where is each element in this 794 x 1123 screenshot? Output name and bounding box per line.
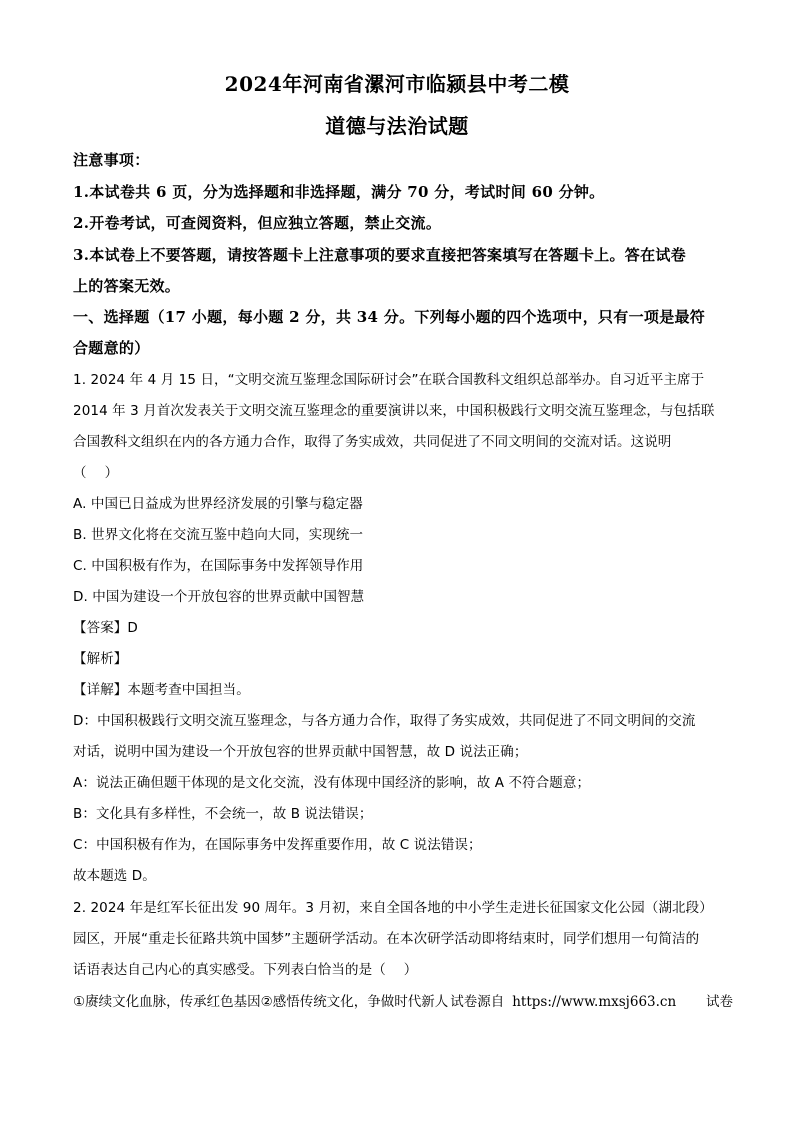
detail-tag: 【详解】 xyxy=(73,682,128,698)
q1-detail-line-3: 对话，说明中国为建设一个开放包容的世界贡献中国智慧，故 D 说法正确； xyxy=(73,744,528,760)
q1-detail-line-1 xyxy=(73,680,723,700)
exam-title: 2024年河南省漯河市临颍县中考二模 xyxy=(224,72,570,96)
q1-option-a: A. 中国已日益成为世界经济发展的引擎与稳定器 xyxy=(73,496,363,512)
q2-stem-line-3: 话语表达自己内心的真实感受。下列表白恰当的是（ ） xyxy=(73,962,418,978)
q2-options-row xyxy=(73,992,733,1012)
q2-stem-line-2: 园区，开展“重走长征路共筑中国梦”主题研学活动。在本次研学活动即将结束时，同学们想用一句简洁的 xyxy=(73,931,700,947)
q1-option-d: D. 中国为建设一个开放包容的世界贡献中国智慧 xyxy=(73,589,365,605)
q2-options-partial: ①赓续文化血脉，传承红色基因②感悟传统文化，争做时代新人 xyxy=(73,994,449,1010)
q1-analysis-tag: 【解析】 xyxy=(73,651,128,667)
exam-subtitle: 道德与法治试题 xyxy=(325,114,469,138)
notice-heading: 注意事项： xyxy=(73,151,150,169)
q1-detail-line-2: D：中国积极践行文明交流互鉴理念，与各方通力合作，取得了务实成效，共同促进了不同文明间的交流 xyxy=(73,713,696,729)
watermark-source: 试卷源自 xyxy=(450,994,505,1010)
q1-detail-line-4: A：说法正确但题干体现的是文化交流，没有体现中国经济的影响，故 A 不符合题意； xyxy=(73,775,591,791)
q1-detail-text: 本题考查中国担当。 xyxy=(127,682,250,698)
q1-option-b: B. 世界文化将在交流互鉴中趋向大同，实现统一 xyxy=(73,527,364,543)
q1-answer-line xyxy=(73,618,723,638)
notice-item-1: 1.本试卷共 6 页，分为选择题和非选择题，满分 70 分，考试时间 60 分钟。 xyxy=(73,183,605,201)
q1-detail-line-6: C：中国积极有作为，在国际事务中发挥重要作用，故 C 说法错误； xyxy=(73,837,482,853)
answer-tag: 【答案】 xyxy=(73,620,128,636)
q1-detail-line-7: 故本题选 D。 xyxy=(73,868,156,884)
notice-item-3: 3.本试卷上不要答题，请按答题卡上注意事项的要求直接把答案填写在答题卡上。答在试卷 xyxy=(73,246,686,264)
q1-stem-line-3: 合国教科文组织在内的各方通力合作，取得了务实成效，共同促进了不同文明间的交流对话。这说明 xyxy=(73,434,672,450)
q1-stem-line-4: （ ） xyxy=(73,465,119,481)
section-heading-cont: 合题意的） xyxy=(73,339,150,357)
q1-stem-line-1: 1. 2024 年 4 月 15 日，“文明交流互鉴理念国际研讨会”在联合国教科文组织总部举办。自习近平主席于 xyxy=(73,372,705,388)
q2-stem-line-1: 2. 2024 年是红军长征出发 90 周年。3 月初，来自全国各地的中小学生走进长征国家文化公园（湖北段） xyxy=(73,900,713,916)
section-heading: 一、选择题（17 小题，每小题 2 分，共 34 分。下列每小题的四个选项中，只有一项是最符 xyxy=(73,308,706,326)
q1-option-c: C. 中国积极有作为，在国际事务中发挥领导作用 xyxy=(73,558,364,574)
notice-item-2: 2.开卷考试，可查阅资料，但应独立答题，禁止交流。 xyxy=(73,214,442,232)
watermark-url: https://www.mxsj663.cn xyxy=(512,994,677,1010)
q1-stem-line-2: 2014 年 3 月首次发表关于文明交流互鉴理念的重要演讲以来，中国积极践行文明交流互鉴理念，与包括联 xyxy=(73,403,715,419)
q1-detail-line-5: B：文化具有多样性，不会统一，故 B 说法错误； xyxy=(73,806,373,822)
watermark-tail: 试卷 xyxy=(706,994,733,1010)
notice-item-3-cont: 上的答案无效。 xyxy=(73,277,181,295)
q1-answer: D xyxy=(127,620,138,636)
